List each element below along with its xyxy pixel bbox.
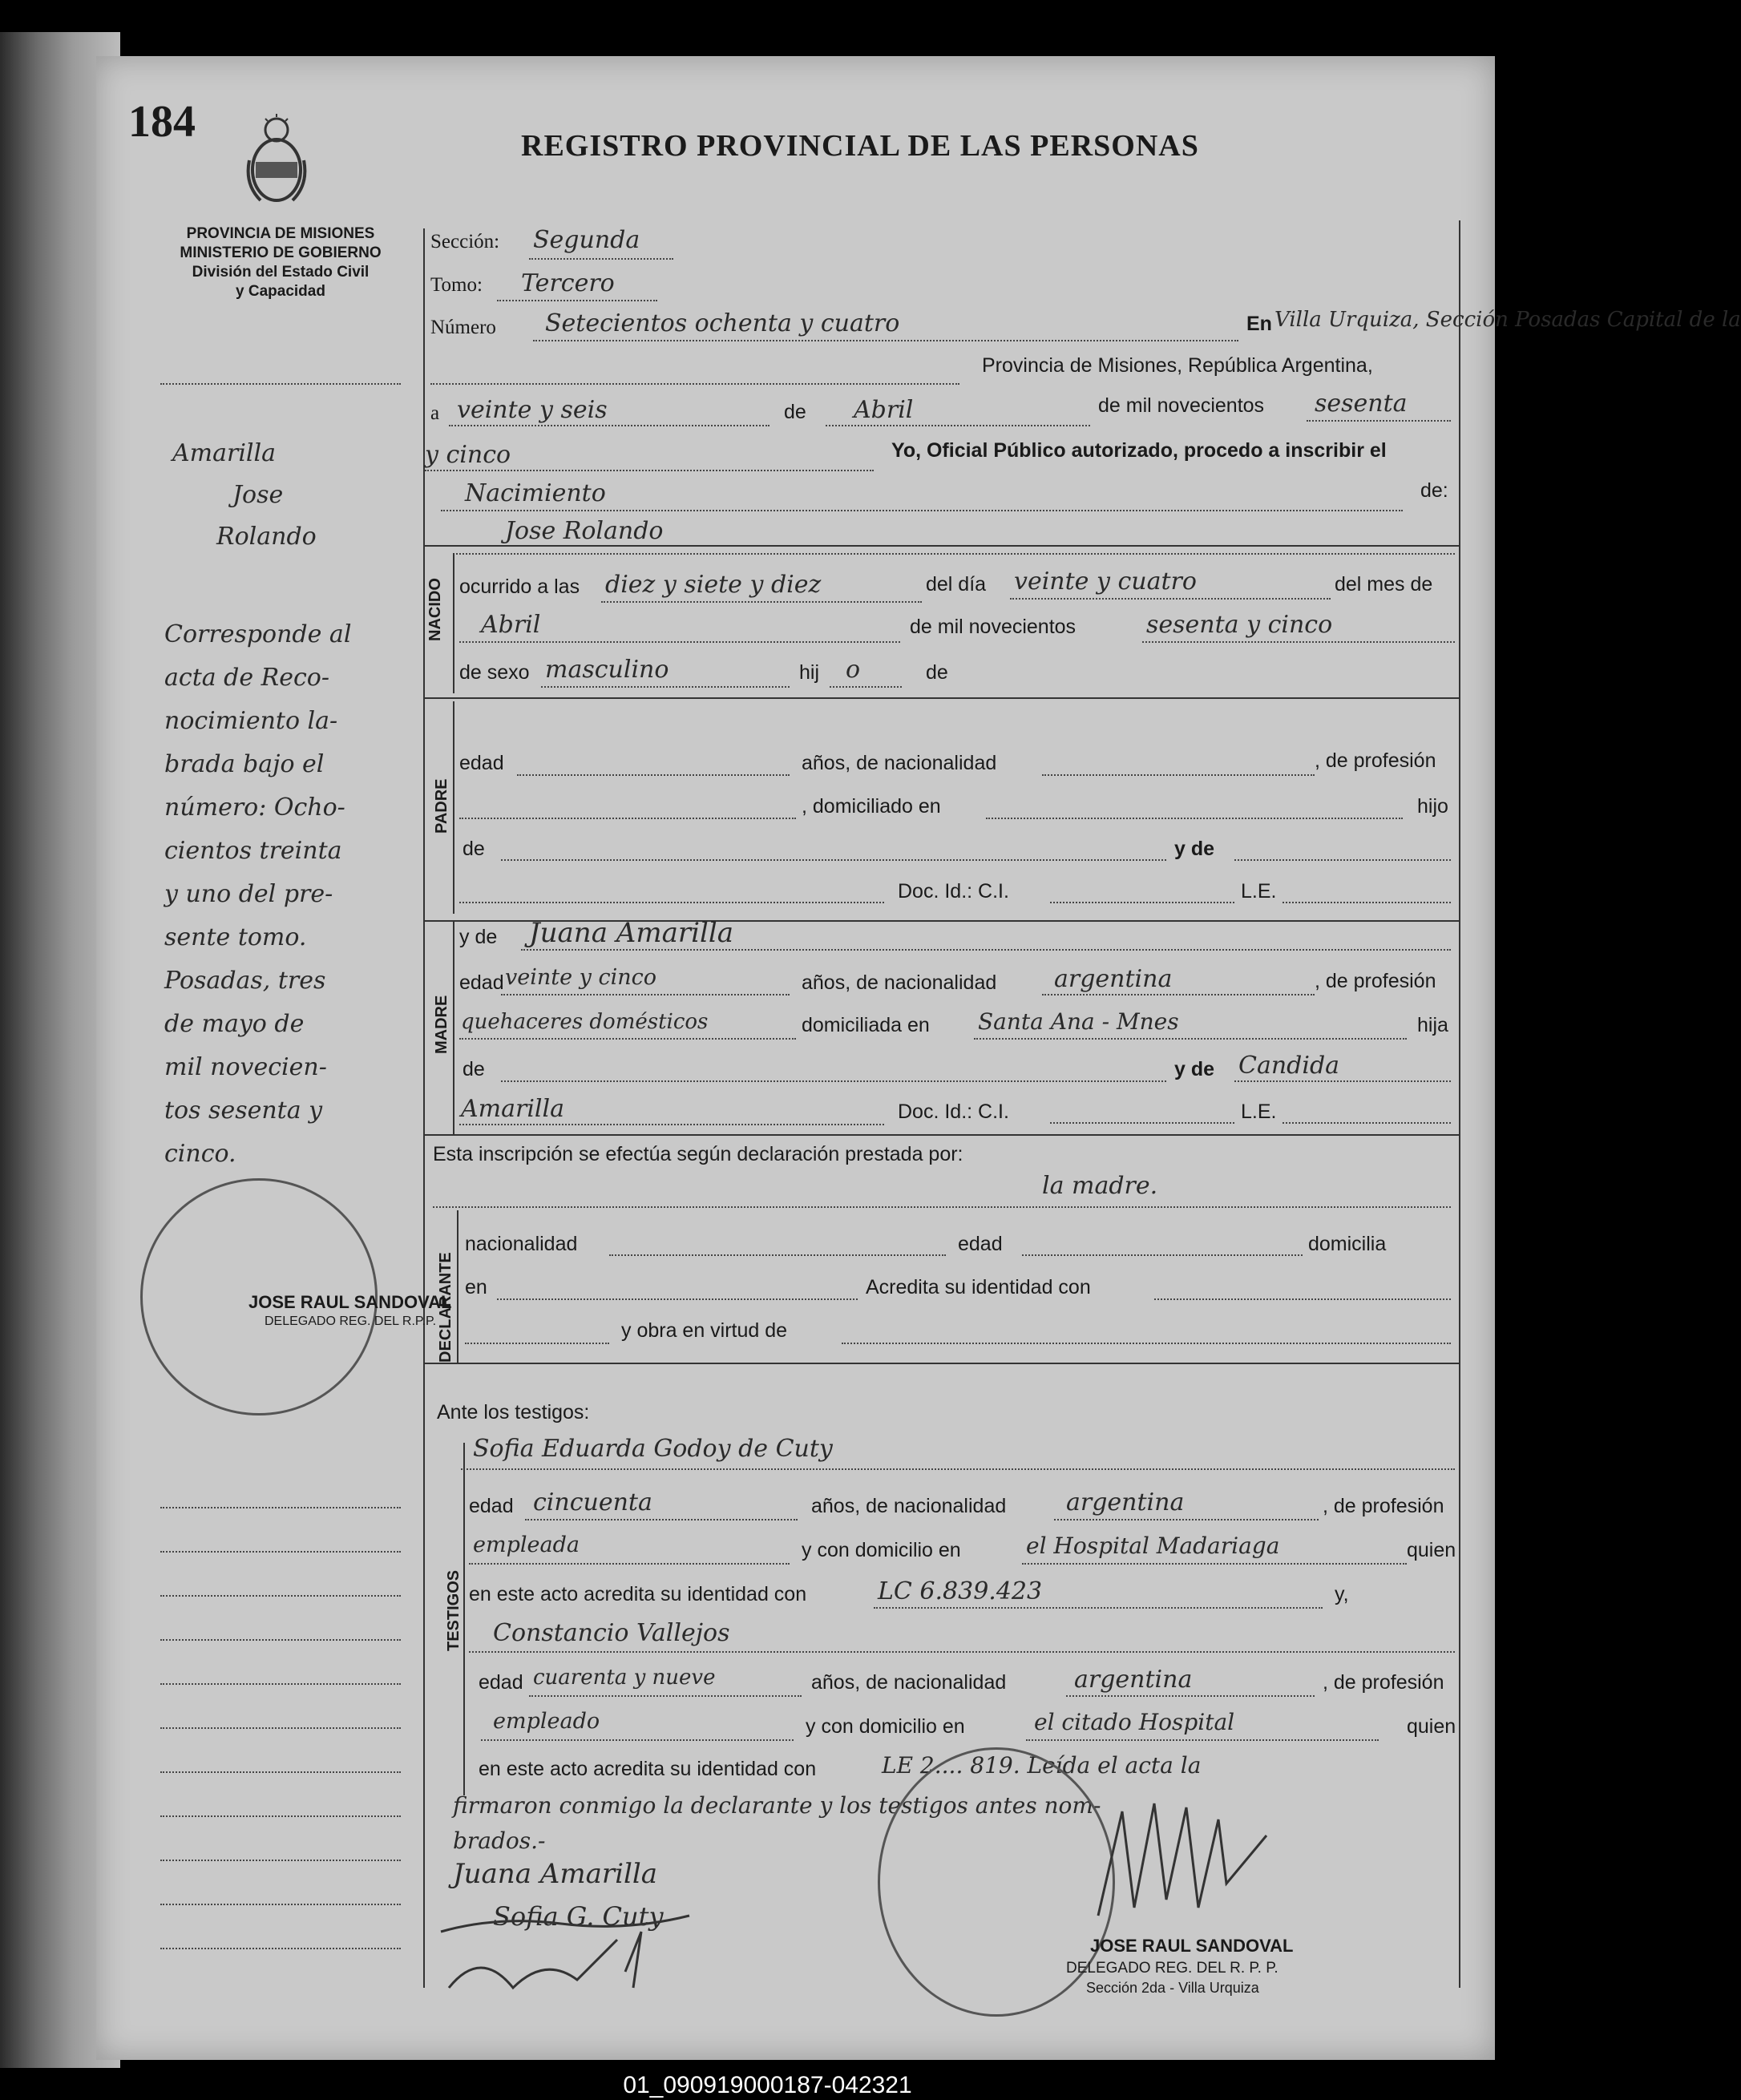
numero-label: Número — [430, 317, 496, 338]
day-rule — [1010, 598, 1331, 600]
testigo1-edad-rule — [525, 1519, 798, 1520]
closing-line-2: brados.- — [453, 1827, 546, 1854]
madre-edad-rule — [501, 994, 790, 995]
testigos-divider — [463, 1443, 465, 1795]
official-signature — [1090, 1787, 1283, 1932]
stamp-right-title: DELEGADO REG. DEL R. P. P. — [1066, 1960, 1278, 1977]
margin-rule — [160, 1815, 401, 1817]
image-id-caption: 01_090919000187-042321 — [623, 2072, 912, 2098]
madre-dom-rule — [974, 1038, 1407, 1040]
testigo2-profesion-label: , de profesión — [1323, 1671, 1444, 1694]
declarante-intro: Esta inscripción se efectúa según declaración prestada por: — [433, 1143, 963, 1165]
madre-le-label: L.E. — [1241, 1100, 1277, 1123]
padre-prof-rule — [459, 818, 796, 819]
de-colon-label: de: — [1420, 479, 1448, 502]
coat-of-arms-icon — [244, 112, 309, 208]
hij-value: o — [846, 656, 861, 684]
a-value: veinte y seis — [457, 396, 608, 424]
declarante-edad-label: edad — [958, 1233, 1003, 1255]
margin-rule — [160, 1771, 401, 1773]
testigo1-anos-label: años, de nacionalidad — [811, 1495, 1007, 1517]
padre-divider — [453, 701, 454, 914]
testigo2-edad-rule — [529, 1695, 802, 1697]
day-rule — [449, 425, 770, 426]
testigo2-name: Constancio Vallejos — [493, 1619, 730, 1647]
margin-name-line: Rolando — [216, 523, 317, 551]
padre-de-rule — [501, 859, 1166, 861]
margin-note-line: de mayo de — [164, 1010, 305, 1038]
time-rule — [601, 601, 922, 603]
en-value: Villa Urquiza, Sección Posadas Capital de la — [1274, 308, 1741, 332]
seccion-value: Segunda — [533, 226, 640, 254]
child-name: Jose Rolando — [505, 517, 664, 545]
margin-rule — [160, 1948, 401, 1949]
margin-note-line: tos sesenta y — [164, 1096, 323, 1125]
hij-label: hij — [799, 661, 820, 684]
madre-yde2-value: Candida — [1238, 1052, 1340, 1080]
margin-rule — [160, 1727, 401, 1729]
padre-edad-rule — [517, 774, 790, 776]
testigo2-quien-label: quien — [1407, 1715, 1456, 1738]
testigo2-dom: el citado Hospital — [1034, 1709, 1235, 1735]
margin-note-line: cinco. — [164, 1140, 236, 1168]
madre-ci-rule — [1050, 1122, 1234, 1124]
nacido-divider — [453, 553, 454, 693]
testigo2-anos-label: años, de nacionalidad — [811, 1671, 1007, 1694]
month-rule — [826, 425, 1090, 426]
year-rule — [1142, 641, 1455, 643]
declarante-nac-rule — [609, 1254, 946, 1256]
testigo1-y-label: y, — [1335, 1583, 1349, 1605]
year-value-2: y cinco — [425, 441, 511, 469]
signature-witness: Sofia G. Cuty — [493, 1901, 664, 1932]
madre-surname: Amarilla — [461, 1095, 565, 1123]
place-rule — [430, 383, 959, 385]
testigo1-edad: cincuenta — [533, 1488, 652, 1516]
testigo1-profesion-label: , de profesión — [1323, 1495, 1444, 1517]
testigo1-acredita-label: en este acto acredita su identidad con — [469, 1583, 807, 1605]
seccion-rule — [529, 258, 673, 260]
office-line: División del Estado Civil — [192, 264, 370, 281]
madre-yde2-label: y de — [1174, 1058, 1215, 1080]
testigo1-nac-rule — [1054, 1519, 1319, 1520]
office-line: MINISTERIO DE GOBIERNO — [180, 244, 382, 261]
day-value: veinte y cuatro — [1014, 567, 1197, 596]
testigo1-name: Sofia Eduarda Godoy de Cuty — [473, 1435, 833, 1463]
stamp-left-title: DELEGADO REG. DEL R.P.P. — [265, 1315, 437, 1328]
margin-note-line: acta de Reco- — [164, 664, 330, 692]
margin-note — [164, 613, 351, 1176]
testigo2-nac: argentina — [1074, 1666, 1193, 1694]
testigo2-prof-rule — [481, 1739, 794, 1741]
margin-note-line: sente tomo. — [164, 923, 307, 951]
madre-section-label: MADRE — [433, 995, 450, 1054]
stamp-right-name: JOSE RAUL SANDOVAL — [1090, 1936, 1294, 1956]
child-name-rule — [453, 553, 1455, 555]
madre-edad-label: edad — [459, 971, 504, 994]
office-header — [152, 224, 409, 301]
numero-value: Setecientos ochenta y cuatro — [545, 309, 900, 337]
padre-name-rule — [459, 902, 884, 903]
margin-rule — [160, 1639, 401, 1641]
page-title: REGISTRO PROVINCIAL DE LAS PERSONAS — [521, 129, 1199, 163]
tomo-rule — [497, 300, 657, 301]
year-rule — [1307, 420, 1451, 422]
seccion-label: Sección: — [430, 231, 500, 252]
padre-nac-rule — [1042, 774, 1315, 776]
nacido-top-rule — [423, 545, 1459, 547]
testigo1-domicilio-label: y con domicilio en — [802, 1539, 961, 1561]
declarante-divider — [457, 1210, 458, 1363]
year-value: sesenta — [1315, 390, 1408, 418]
testigo2-dom-rule — [1026, 1739, 1379, 1741]
declarante-acredita-rule — [1154, 1298, 1451, 1300]
testigo2-prof: empleado — [493, 1709, 600, 1734]
declarante-en-rule — [497, 1298, 858, 1300]
padre-de-label: de — [463, 838, 485, 860]
padre-anos-label: años, de nacionalidad — [802, 752, 997, 774]
margin-rule — [160, 1595, 401, 1597]
declarante-nacionalidad-label: nacionalidad — [465, 1233, 578, 1255]
folio-number: 184 — [128, 97, 196, 147]
testigo2-nac-rule — [1066, 1695, 1315, 1697]
padre-le-rule — [1283, 902, 1451, 903]
margin-name-line: Amarilla — [172, 439, 277, 467]
madre-anos-label: años, de nacionalidad — [802, 971, 997, 994]
testigo2-acredita-label: en este acto acredita su identidad con — [479, 1758, 817, 1780]
madre-de-label: de — [463, 1058, 485, 1080]
madre-edad-value: veinte y cinco — [505, 965, 657, 990]
nacido-de-label: de — [926, 661, 948, 684]
margin-rule — [160, 383, 401, 385]
madre-domicilio-label: domiciliada en — [802, 1014, 930, 1036]
province-text: Provincia de Misiones, República Argentina, — [982, 354, 1373, 377]
declarante-edad-rule — [1022, 1254, 1303, 1256]
padre-le-label: L.E. — [1241, 880, 1277, 903]
testigo2-edad: cuarenta y nueve — [533, 1666, 716, 1690]
margin-rule — [160, 1904, 401, 1905]
month-value: Abril — [854, 396, 914, 424]
year-value: sesenta y cinco — [1146, 611, 1333, 639]
declarante-obra-label: y obra en virtud de — [621, 1319, 788, 1342]
testigo2-name-rule — [469, 1651, 1455, 1653]
madre-nacionalidad-value: argentina — [1054, 965, 1173, 993]
testigo1-dom: el Hospital Madariaga — [1026, 1533, 1280, 1559]
month-rule — [459, 641, 900, 643]
padre-profesion-label: , de profesión — [1315, 749, 1436, 772]
declarante-top-rule — [423, 1134, 1459, 1136]
margin-rule — [160, 1507, 401, 1508]
madre-divider — [453, 922, 454, 1134]
sexo-value: masculino — [545, 656, 669, 684]
declarante-en-label: en — [465, 1276, 487, 1298]
madre-le-rule — [1283, 1122, 1451, 1124]
right-border — [1459, 220, 1460, 1988]
declarante-value: la madre. — [1042, 1172, 1158, 1200]
madre-yde2-rule — [1234, 1080, 1451, 1082]
act-rule — [441, 510, 1403, 511]
madre-prof-rule — [459, 1038, 796, 1040]
padre-section-label: PADRE — [433, 778, 450, 834]
testigo1-nac: argentina — [1066, 1488, 1185, 1516]
year-label: de mil novecientos — [910, 616, 1077, 638]
month-value: Abril — [481, 611, 541, 639]
madre-name: Juana Amarilla — [529, 917, 733, 949]
margin-note-line: mil novecien- — [164, 1053, 327, 1081]
margin-rule — [160, 1860, 401, 1861]
nacido-section-label: NACIDO — [426, 578, 444, 641]
madre-doc-label: Doc. Id.: C.I. — [898, 1100, 1009, 1123]
act-value: Nacimiento — [465, 479, 606, 507]
margin-note-line: cientos treinta — [164, 837, 342, 865]
madre-hija-label: hija — [1417, 1014, 1448, 1036]
office-line: y Capacidad — [236, 283, 325, 300]
closing-line-1: firmaron conmigo la declarante y los testigos antes nom- — [453, 1792, 1101, 1819]
margin-note-line: brada bajo el — [164, 750, 325, 778]
margin-note-line: y uno del pre- — [164, 880, 333, 908]
margin-rule — [160, 1683, 401, 1685]
testigo1-edad-label: edad — [469, 1495, 514, 1517]
testigos-section-label: TESTIGOS — [445, 1569, 463, 1651]
padre-hijo-label: hijo — [1417, 795, 1448, 818]
column-divider — [423, 228, 425, 1988]
office-line: PROVINCIA DE MISIONES — [186, 225, 375, 242]
madre-profesion-label: , de profesión — [1315, 970, 1436, 992]
madre-nac-rule — [1042, 994, 1315, 995]
padre-yde-rule — [1234, 859, 1451, 861]
padre-edad-label: edad — [459, 752, 504, 774]
year-label: de mil novecientos — [1098, 394, 1265, 417]
madre-yde-label: y de — [459, 926, 498, 948]
testigo1-name-rule — [461, 1468, 1455, 1470]
year-rule-2 — [425, 470, 874, 471]
margin-note-line: Corresponde al — [164, 620, 352, 648]
testigo1-doc: LC 6.839.423 — [878, 1577, 1043, 1605]
tomo-label: Tomo: — [430, 274, 483, 296]
numero-rule — [533, 340, 1238, 341]
en-label: En — [1246, 313, 1272, 335]
time-value: diez y siete y diez — [605, 571, 822, 599]
declarante-domicilio-label: domicilia — [1308, 1233, 1387, 1255]
padre-dom-rule — [986, 818, 1403, 819]
testigo2-domicilio-label: y con domicilio en — [806, 1715, 965, 1738]
madre-de-rule — [501, 1080, 1166, 1082]
margin-rule — [160, 1551, 401, 1553]
testigos-intro: Ante los testigos: — [437, 1401, 590, 1424]
margin-note-line: número: Ocho- — [164, 794, 345, 822]
margin-name-line: Jose — [232, 481, 284, 509]
ocurrido-label: ocurrido a las — [459, 575, 580, 598]
testigo1-dom-rule — [1022, 1563, 1407, 1565]
oficial-text: Yo, Oficial Público autorizado, procedo a inscribir el — [891, 439, 1387, 462]
hij-rule — [830, 686, 902, 688]
testigo1-doc-rule — [874, 1607, 1323, 1609]
declarante-acredita-label: Acredita su identidad con — [866, 1276, 1091, 1298]
padre-ci-rule — [1050, 902, 1234, 903]
padre-yde-label: y de — [1174, 838, 1215, 860]
testigo1-prof: empleada — [473, 1533, 580, 1557]
sexo-rule — [541, 686, 790, 688]
signature-scribbles — [433, 1868, 721, 2012]
madre-profesion-value: quehaceres domésticos — [461, 1010, 709, 1034]
tomo-value: Tercero — [521, 269, 615, 297]
padre-domicilio-label: , domiciliado en — [802, 795, 941, 818]
a-label: a — [430, 402, 440, 424]
mes-label: del mes de — [1335, 573, 1433, 596]
testigo2-doc: LE 2.... 819. Leída el acta la — [882, 1752, 1202, 1779]
margin-note-line: nocimiento la- — [164, 707, 338, 735]
declarante-section-label: DECLARANTE — [437, 1252, 454, 1363]
de-label: de — [784, 401, 806, 423]
stamp-left-name: JOSE RAUL SANDOVAL — [248, 1292, 452, 1312]
declarante-pre-rule — [465, 1343, 609, 1344]
padre-doc-label: Doc. Id.: C.I. — [898, 880, 1009, 903]
margin-note-line: Posadas, tres — [164, 967, 326, 995]
testigo2-edad-label: edad — [479, 1671, 523, 1694]
padre-top-rule — [423, 697, 1459, 699]
madre-surname-rule — [459, 1124, 884, 1125]
declarante-obra-rule — [842, 1343, 1451, 1344]
signature-mother: Juana Amarilla — [453, 1858, 657, 1890]
madre-name-rule — [521, 949, 1451, 951]
dia-label: del día — [926, 573, 987, 596]
declarante-rule — [433, 1206, 1451, 1208]
testigos-top-rule — [423, 1363, 1459, 1364]
madre-domicilio-value: Santa Ana - Mnes — [978, 1008, 1179, 1035]
sexo-label: de sexo — [459, 661, 530, 684]
testigo1-quien-label: quien — [1407, 1539, 1456, 1561]
stamp-right-sub: Sección 2da - Villa Urquiza — [1086, 1980, 1259, 1996]
testigo1-prof-rule — [469, 1563, 790, 1565]
